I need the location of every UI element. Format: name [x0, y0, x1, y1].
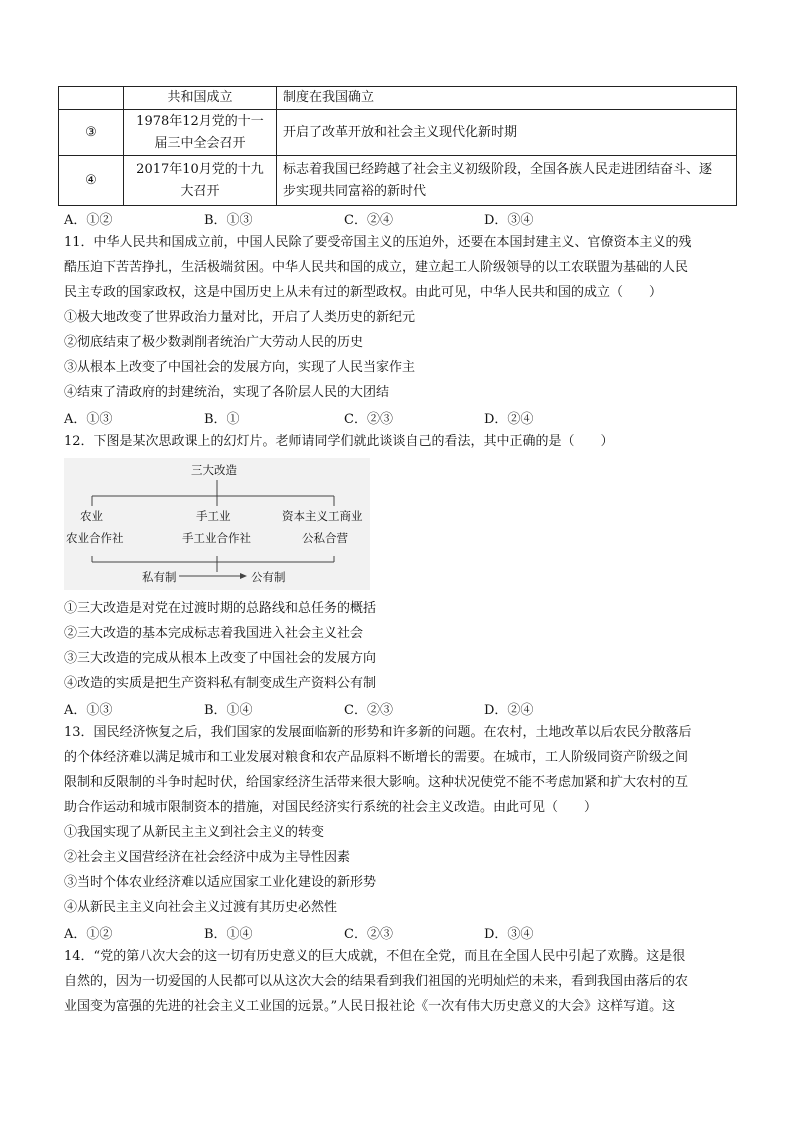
option-d[interactable]: D．③④: [484, 212, 534, 228]
statement-item: ③当时个体农业经济难以适应国家工业化建设的新形势: [64, 875, 377, 890]
question-stem: 限制和反限制的斗争时起时伏，给国家经济生活带来很大影响。这种状况使党不能不考虑加紧和扩大农村的互: [64, 775, 689, 790]
row-number: ③: [59, 110, 124, 156]
option-d[interactable]: D．③④: [484, 926, 534, 942]
diagram-col3-label: 资本主义工商业: [282, 509, 363, 523]
history-event-table: [58, 86, 737, 206]
diagram-col2-result: 手工业合作社: [182, 531, 251, 545]
q10-options: [64, 206, 738, 230]
option-a[interactable]: A．①②: [64, 212, 113, 228]
option-d[interactable]: D．②④: [484, 411, 534, 427]
option-a[interactable]: A．①②: [64, 926, 113, 942]
event-cell: 1978年12月党的十一 届三中全会召开: [124, 110, 277, 156]
table-row: [59, 87, 737, 110]
diagram-col1-result: 农业合作社: [66, 531, 124, 545]
question-stem: 13．国民经济恢复之后，我们国家的发展面临新的形势和许多新的问题。在农村，土地改革以后农民分散落后: [64, 725, 692, 740]
question-stem: 11．中华人民共和国成立前，中国人民除了要受帝国主义的压迫外，还要在本国封建主义、官僚资本主义的残: [64, 235, 692, 250]
question-stem: 12．下图是某次思政课上的幻灯片。老师请同学们就此谈谈自己的看法，其中正确的是（ ）: [64, 434, 614, 449]
statement-item: ②彻底结束了极少数剥削者统治广大劳动人民的历史: [64, 335, 364, 350]
diagram-to-label: 公有制: [251, 570, 286, 584]
question-stem: 民主专政的国家政权，这是中国历史上从未有过的新型政权。由此可见，中华人民共和国的成立（ ）: [64, 285, 663, 300]
question-12-items: [64, 596, 738, 696]
diagram-top-label: 三大改造: [191, 463, 237, 477]
event-cell: 共和国成立: [124, 87, 277, 110]
question-stem: 助合作运动和城市限制资本的措施，对国民经济实行系统的社会主义改造。由此可见（ ）: [64, 800, 598, 815]
option-b[interactable]: B．①: [204, 411, 240, 427]
statement-item: ③三大改造的完成从根本上改变了中国社会的发展方向: [64, 651, 377, 666]
diagram-col3-result: 公私合营: [302, 531, 348, 545]
option-a[interactable]: A．①③: [64, 411, 113, 427]
option-b[interactable]: B．①④: [204, 702, 253, 718]
statement-item: ③从根本上改变了中国社会的发展方向，实现了人民当家作主: [64, 360, 416, 375]
question-stem: 酷压迫下苦苦挣扎，生活极端贫困。中华人民共和国的成立，建立起工人阶级领导的以工农联盟为基础的人民: [64, 260, 689, 275]
statement-item: ④从新民主主义向社会主义过渡有其历史必然性: [64, 900, 338, 915]
option-d[interactable]: D．②④: [484, 702, 534, 718]
option-a[interactable]: A．①③: [64, 702, 113, 718]
question-stem: 14．“党的第八次大会的这一切有历史意义的巨大成就，不但在全党，而且在全国人民中引起了欢腾。这是很: [64, 949, 686, 964]
statement-item: ①我国实现了从新民主主义到社会主义的转变: [64, 825, 325, 840]
row-number: ④: [59, 156, 124, 206]
statement-item: ④改造的实质是把生产资料私有制变成生产资料公有制: [64, 676, 377, 691]
q13-options: [64, 920, 738, 944]
table-row: [59, 156, 737, 206]
option-b[interactable]: B．①③: [204, 212, 253, 228]
q12-options: [64, 696, 738, 720]
question-stem: 自然的，因为一切爱国的人民都可以从这次大会的结果看到我们祖国的光明灿烂的未来，看到我国由落后的农: [64, 974, 689, 989]
q11-options: [64, 405, 738, 429]
row-number: [59, 87, 124, 110]
statement-item: ①极大地改变了世界政治力量对比，开启了人类历史的新纪元: [64, 310, 416, 325]
question-stem: 的个体经济难以满足城市和工业发展对粮食和农产品原料不断增长的需要。在城市，工人阶级同资产阶级之间: [64, 750, 689, 765]
three-transformations-diagram: [64, 458, 370, 590]
option-c[interactable]: C．②③: [344, 926, 393, 942]
event-cell: 2017年10月党的十九 大召开: [124, 156, 277, 206]
meaning-cell: 开启了改革开放和社会主义现代化新时期: [277, 110, 737, 156]
question-11: [64, 230, 738, 405]
question-stem: 业国变为富强的先进的社会主义工业国的远景。”人民日报社论《一次有伟大历史意义的大会》这样写道。这: [64, 999, 676, 1014]
diagram-from-label: 私有制: [142, 570, 177, 584]
meaning-cell: 制度在我国确立: [277, 87, 737, 110]
table-row: [59, 110, 737, 156]
question-13: [64, 720, 738, 920]
question-12: [64, 429, 738, 454]
statement-item: ④结束了清政府的封建统治，实现了各阶层人民的大团结: [64, 385, 390, 400]
option-c[interactable]: C．②③: [344, 702, 393, 718]
diagram-col1-label: 农业: [80, 509, 103, 523]
question-14: [64, 944, 738, 1019]
statement-item: ②三大改造的基本完成标志着我国进入社会主义社会: [64, 626, 364, 641]
option-c[interactable]: C．②④: [344, 212, 393, 228]
option-c[interactable]: C．②③: [344, 411, 393, 427]
statement-item: ①三大改造是对党在过渡时期的总路线和总任务的概括: [64, 601, 377, 616]
option-b[interactable]: B．①④: [204, 926, 253, 942]
statement-item: ②社会主义国营经济在社会经济中成为主导性因素: [64, 850, 351, 865]
meaning-cell: 标志着我国已经跨越了社会主义初级阶段，全国各族人民走进团结奋斗、逐 步实现共同富裕的新时代: [277, 156, 737, 206]
diagram-col2-label: 手工业: [196, 509, 231, 523]
exam-page: [58, 86, 738, 1019]
